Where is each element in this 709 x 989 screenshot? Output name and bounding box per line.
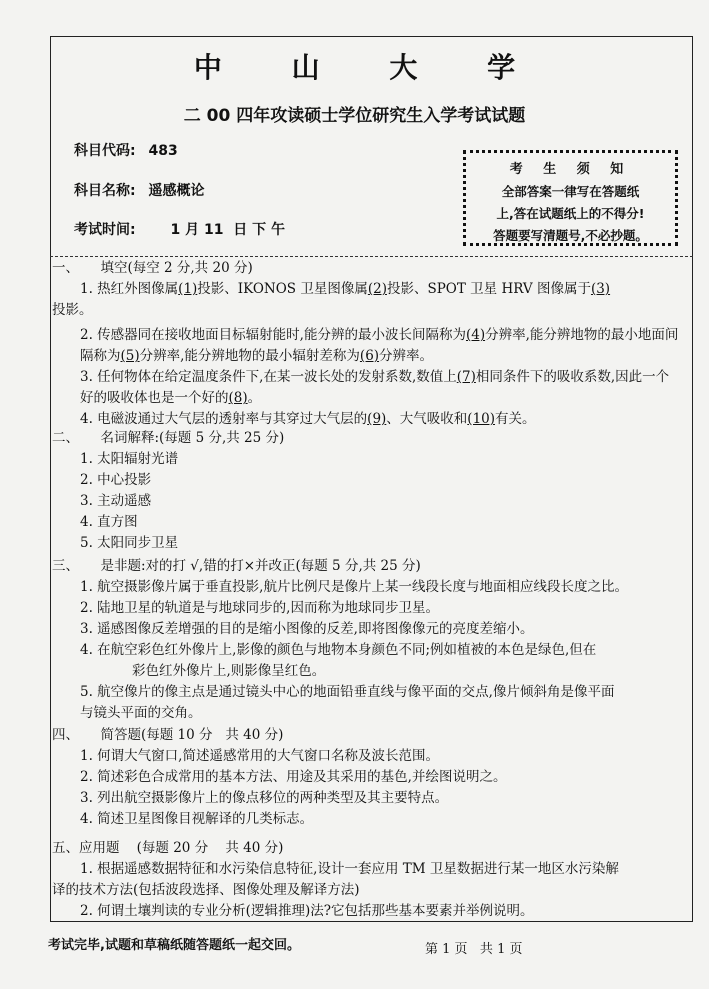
list-item: 4. 简述卫星图像目视解译的几类标志。 bbox=[80, 811, 314, 827]
list-item: 2. 中心投影 bbox=[80, 472, 152, 488]
section-title: 四、 简答题(每题 10 分 共 40 分) bbox=[52, 727, 284, 743]
list-item: 2. 陆地卫星的轨道是与地球同步的,因而称为地球同步卫星。 bbox=[80, 600, 439, 616]
notice-line-2: 上,答在试题纸上的不得分! bbox=[496, 206, 645, 221]
list-item: 5. 太阳同步卫星 bbox=[80, 535, 179, 551]
list-item-cont: 译的技术方法(包括波段选择、图像处理及解译方法) bbox=[52, 882, 360, 898]
blank: (8) bbox=[228, 390, 248, 406]
blank: (9) bbox=[367, 411, 387, 427]
blank: (6) bbox=[359, 348, 380, 364]
section-term-definition bbox=[52, 428, 682, 554]
question-1-1-cont bbox=[52, 300, 682, 321]
subject-name-row bbox=[74, 180, 204, 200]
list-item: 1. 根据遥感数据特征和水污染信息特征,设计一套应用 TM 卫星数据进行某一地区水污染解 bbox=[80, 861, 619, 877]
header-divider bbox=[50, 256, 693, 257]
question-1-4 bbox=[52, 409, 682, 430]
section-fill-blank bbox=[52, 258, 682, 430]
section-application bbox=[52, 838, 687, 922]
page-number: 第 1 页 共 1 页 bbox=[425, 942, 523, 957]
footer-note: 考试完毕,试题和草稿纸随答题纸一起交回。 bbox=[48, 938, 300, 953]
list-item: 4. 在航空彩色红外像片上,影像的颜色与地物本身颜色不同;例如植被的本色是绿色,但在 bbox=[80, 642, 597, 658]
subject-code-row bbox=[74, 140, 178, 160]
section-true-false bbox=[52, 556, 687, 724]
notice-line-1: 全部答案一律写在答题纸 bbox=[501, 184, 640, 199]
list-item: 1. 何谓大气窗口,简述遥感常用的大气窗口名称及波长范围。 bbox=[80, 748, 439, 764]
list-item: 3. 遥感图像反差增强的目的是缩小图像的反差,即将图像像元的亮度差缩小。 bbox=[80, 621, 534, 637]
list-item: 2. 何谓土壤判读的专业分析(逻辑推理)法?它包括那些基本要素并举例说明。 bbox=[80, 903, 534, 919]
question-text: 2. 传感器同在接收地面目标辐射能时,能分辨的最小波长间隔称为 bbox=[80, 327, 466, 343]
question-text: 有关。 bbox=[495, 411, 536, 427]
blank: (5) bbox=[120, 348, 140, 364]
question-text: 分辨率,能分辨地物的最小辐射差称为 bbox=[139, 348, 360, 364]
school-name: 中 山 大 学 bbox=[193, 51, 546, 84]
blank: (3) bbox=[590, 281, 611, 297]
notice-line-3: 答题要写清题号,不必抄题。 bbox=[493, 228, 648, 243]
blank: (2) bbox=[367, 281, 387, 297]
exam-title: 二 00 四年攻读硕士学位研究生入学考试试题 bbox=[183, 106, 526, 126]
blank: (1) bbox=[178, 281, 198, 297]
question-1-2 bbox=[52, 325, 682, 367]
list-item-cont: 与镜头平面的交角。 bbox=[80, 705, 202, 721]
list-item: 1. 航空摄影像片属于垂直投影,航片比例尺是像片上某一线段长度与地面相应线段长度之比。 bbox=[80, 579, 628, 595]
question-1-1 bbox=[52, 279, 682, 300]
exam-time: 1 月 11 日 下 午 bbox=[170, 222, 285, 238]
blank: (10) bbox=[467, 411, 496, 427]
question-text: 投影。 bbox=[52, 302, 93, 318]
subject-name: 遥感概论 bbox=[148, 183, 205, 199]
section-short-answer bbox=[52, 725, 682, 830]
subject-code-label: 科目代码: bbox=[74, 143, 136, 159]
list-item: 3. 主动遥感 bbox=[80, 493, 152, 509]
blank: (4) bbox=[465, 327, 486, 343]
question-1-3 bbox=[52, 367, 682, 409]
section-title: 五、应用题 (每题 20 分 共 40 分) bbox=[52, 840, 284, 856]
exam-time-label: 考试时间: bbox=[74, 222, 136, 238]
question-text: 。 bbox=[247, 390, 262, 406]
section-title: 二、 名词解释:(每题 5 分,共 25 分) bbox=[52, 430, 285, 446]
subject-code: 483 bbox=[148, 143, 178, 159]
question-text: 分辨率。 bbox=[379, 348, 434, 364]
question-text: 3. 任何物体在给定温度条件下,在某一波长处的发射系数,数值上 bbox=[80, 369, 457, 385]
section-title: 一、 填空(每空 2 分,共 20 分) bbox=[52, 260, 253, 276]
question-text: 1. 热红外图像属 bbox=[80, 281, 179, 297]
question-text: 4. 电磁波通过大气层的透射率与其穿过大气层的 bbox=[80, 411, 368, 427]
question-text: 投影、SPOT 卫星 HRV 图像属于 bbox=[386, 281, 591, 297]
section-title: 三、 是非题:对的打 √,错的打×并改正(每题 5 分,共 25 分) bbox=[52, 558, 421, 574]
question-text: 相同条件下的吸收系数,因此一个好的吸收体也是一个好的 bbox=[80, 369, 670, 406]
list-item: 3. 列出航空摄影像片上的像点移位的两种类型及其主要特点。 bbox=[80, 790, 449, 806]
list-item: 4. 直方图 bbox=[80, 514, 138, 530]
list-item: 2. 简述彩色合成常用的基本方法、用途及其采用的基色,并绘图说明之。 bbox=[80, 769, 507, 785]
exam-time-row bbox=[74, 219, 285, 239]
question-text: 投影、IKONOS 卫星图像属 bbox=[197, 281, 368, 297]
notice-title: 考 生 须 知 bbox=[509, 162, 632, 177]
subject-name-label: 科目名称: bbox=[74, 183, 136, 199]
question-text: 、大气吸收和 bbox=[386, 411, 468, 427]
list-item: 5. 航空像片的像主点是通过镜头中心的地面铅垂直线与像平面的交点,像片倾斜角是像平面 bbox=[80, 684, 615, 700]
list-item-cont: 彩色红外像片上,则影像呈红色。 bbox=[132, 663, 326, 679]
question-text: 分辨率,能分辨地物的最小地面间隔称为 bbox=[80, 327, 679, 364]
list-item: 1. 太阳辐射光谱 bbox=[80, 451, 179, 467]
blank: (7) bbox=[456, 369, 476, 385]
candidate-notice-box bbox=[463, 150, 678, 246]
